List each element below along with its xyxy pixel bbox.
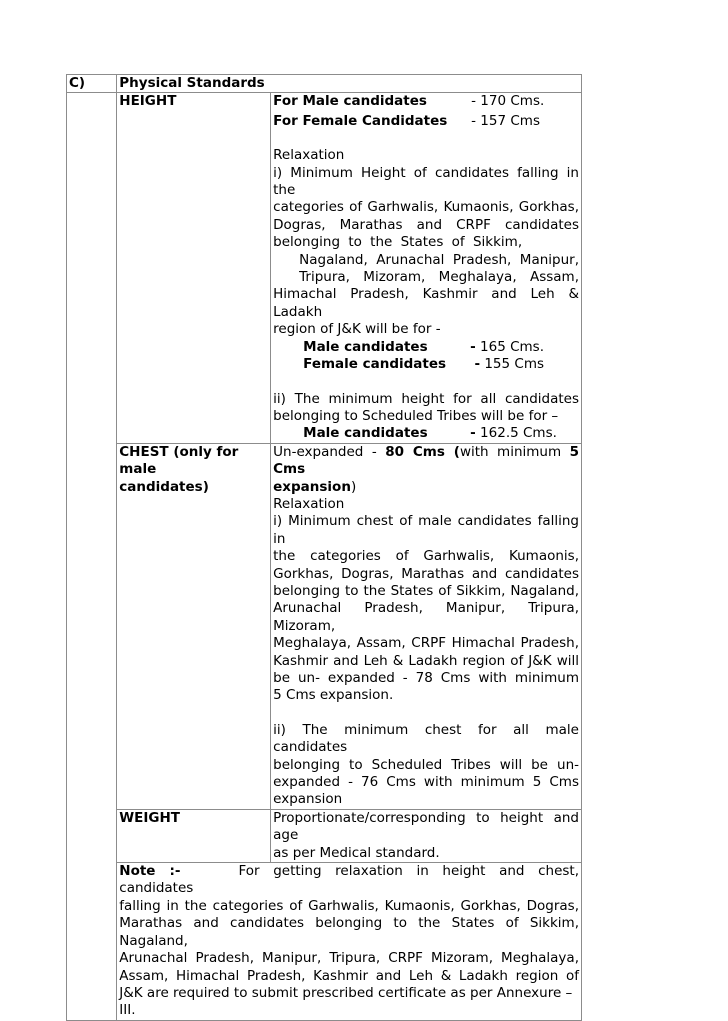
height-r1-line: i) Minimum Height of candidates falling in the	[273, 164, 579, 199]
weight-line: Proportionate/corresponding to height and age	[273, 809, 579, 844]
note-cell	[117, 863, 582, 1021]
note-line: Marathas and candidates belonging to the States of Sikkim, Nagaland,	[119, 915, 579, 949]
chest-label-line: candidates)	[119, 478, 209, 495]
chest-row	[67, 443, 582, 809]
height-details	[271, 93, 582, 443]
chest-r2-line: expanded - 76 Cms with minimum 5 Cms	[273, 774, 579, 791]
height-r2-male-line	[273, 425, 579, 442]
chest-r1-line: Kashmir and Leh & Ladakh region of J&K will	[273, 652, 579, 669]
note-label: Note :-	[119, 863, 181, 880]
height-r1-male-line	[273, 339, 579, 356]
chest-r1-line: i) Minimum chest of male candidates falling in	[273, 513, 579, 547]
height-male-value: - 170 Cms.	[471, 93, 545, 110]
height-r1-line: belonging to the States of Sikkim,	[273, 234, 523, 251]
chest-r2-line: expansion	[273, 791, 343, 808]
height-r2-male-dash: -	[470, 425, 476, 442]
weight-line: as per Medical standard.	[273, 844, 440, 861]
section-title: Physical Standards	[117, 75, 582, 93]
chest-r1-line: Gorkhas, Dogras, Marathas and candidates	[273, 565, 579, 582]
chest-details	[271, 443, 582, 809]
height-row	[67, 93, 582, 443]
height-r2-line: belonging to Scheduled Tribes will be for –	[273, 407, 559, 424]
section-label: C)	[67, 75, 117, 93]
weight-row	[67, 809, 582, 862]
chest-r1-line: be un- expanded - 78 Cms with minimum	[273, 670, 579, 686]
height-male-label: For Male candidates	[273, 93, 427, 110]
note-line: J&K are required to submit prescribed certificate as per Annexure – III.	[119, 984, 573, 1019]
chest-r1-line: Meghalaya, Assam, CRPF Himachal Pradesh,	[273, 635, 579, 652]
height-r1-male-value: 165 Cms.	[480, 338, 545, 355]
height-female-line	[273, 113, 579, 130]
height-r1-line: Nagaland, Arunachal Pradesh, Manipur,	[299, 251, 579, 268]
height-r1-female-value: 155 Cms	[484, 356, 545, 373]
height-r1-line: Dogras, Marathas and CRPF candidates	[273, 216, 579, 233]
chest-label	[117, 443, 271, 809]
chest-r2-line: ii) The minimum chest for all male candidates	[273, 721, 579, 756]
height-label: HEIGHT	[117, 93, 271, 443]
height-r1-male-label: Male candidates	[303, 338, 428, 355]
height-r2-male-label: Male candidates	[303, 425, 428, 442]
height-r1-male-dash: -	[470, 338, 476, 355]
chest-r1-line: the categories of Garhwalis, Kumaonis,	[273, 548, 579, 565]
chest-r2-line: belonging to Scheduled Tribes will be un-	[273, 756, 579, 773]
empty-left-cell	[67, 93, 117, 1020]
height-r2-male-value: 162.5 Cms.	[480, 425, 557, 442]
note-line: Arunachal Pradesh, Manipur, Tripura, CRPF Mizoram, Meghalaya,	[119, 950, 579, 967]
height-r2-line: ii) The minimum height for all candidates	[273, 390, 579, 407]
chest-r1-line: Arunachal Pradesh, Manipur, Tripura, Mizoram,	[273, 600, 579, 634]
note-line: Note :- For getting relaxation in height and chest, candidates	[119, 863, 579, 897]
height-r1-line: categories of Garhwalis, Kumaonis, Gorkhas,	[273, 199, 579, 216]
weight-label: WEIGHT	[117, 809, 271, 862]
height-r1-female-line	[273, 356, 579, 373]
section-header-row	[67, 75, 582, 93]
height-male-line	[273, 93, 579, 110]
height-r1-line: Tripura, Mizoram, Meghalaya, Assam,	[299, 269, 579, 286]
height-r1-line: Himachal Pradesh, Kashmir and Leh & Ladakh	[273, 286, 579, 320]
height-r1-female-label: Female candidates	[303, 356, 447, 373]
note-row	[67, 863, 582, 1021]
height-r1-line: region of J&K will be for -	[273, 321, 441, 338]
chest-relaxation-heading: Relaxation	[273, 495, 345, 512]
height-r1-female-dash: -	[474, 356, 481, 373]
chest-label-line: CHEST (only for male	[119, 443, 239, 478]
height-female-label: For Female Candidates	[273, 112, 448, 129]
note-line: Assam, Himachal Pradesh, Kashmir and Leh & Ladakh region of	[119, 967, 579, 984]
physical-standards-table	[66, 74, 582, 1021]
weight-details	[271, 809, 582, 862]
chest-expansion-line: expansion)	[273, 478, 357, 495]
height-female-value: - 157 Cms	[471, 112, 540, 129]
note-line: falling in the categories of Garhwalis, Kumaonis, Gorkhas, Dogras,	[119, 897, 579, 914]
height-relaxation-heading: Relaxation	[273, 147, 345, 164]
chest-r1-line: belonging to the States of Sikkim, Nagaland,	[273, 582, 579, 599]
chest-unexpanded-line: Un-expanded - 80 Cms (with minimum 5 Cms	[273, 443, 580, 478]
chest-r1-line: 5 Cms expansion.	[273, 687, 394, 704]
